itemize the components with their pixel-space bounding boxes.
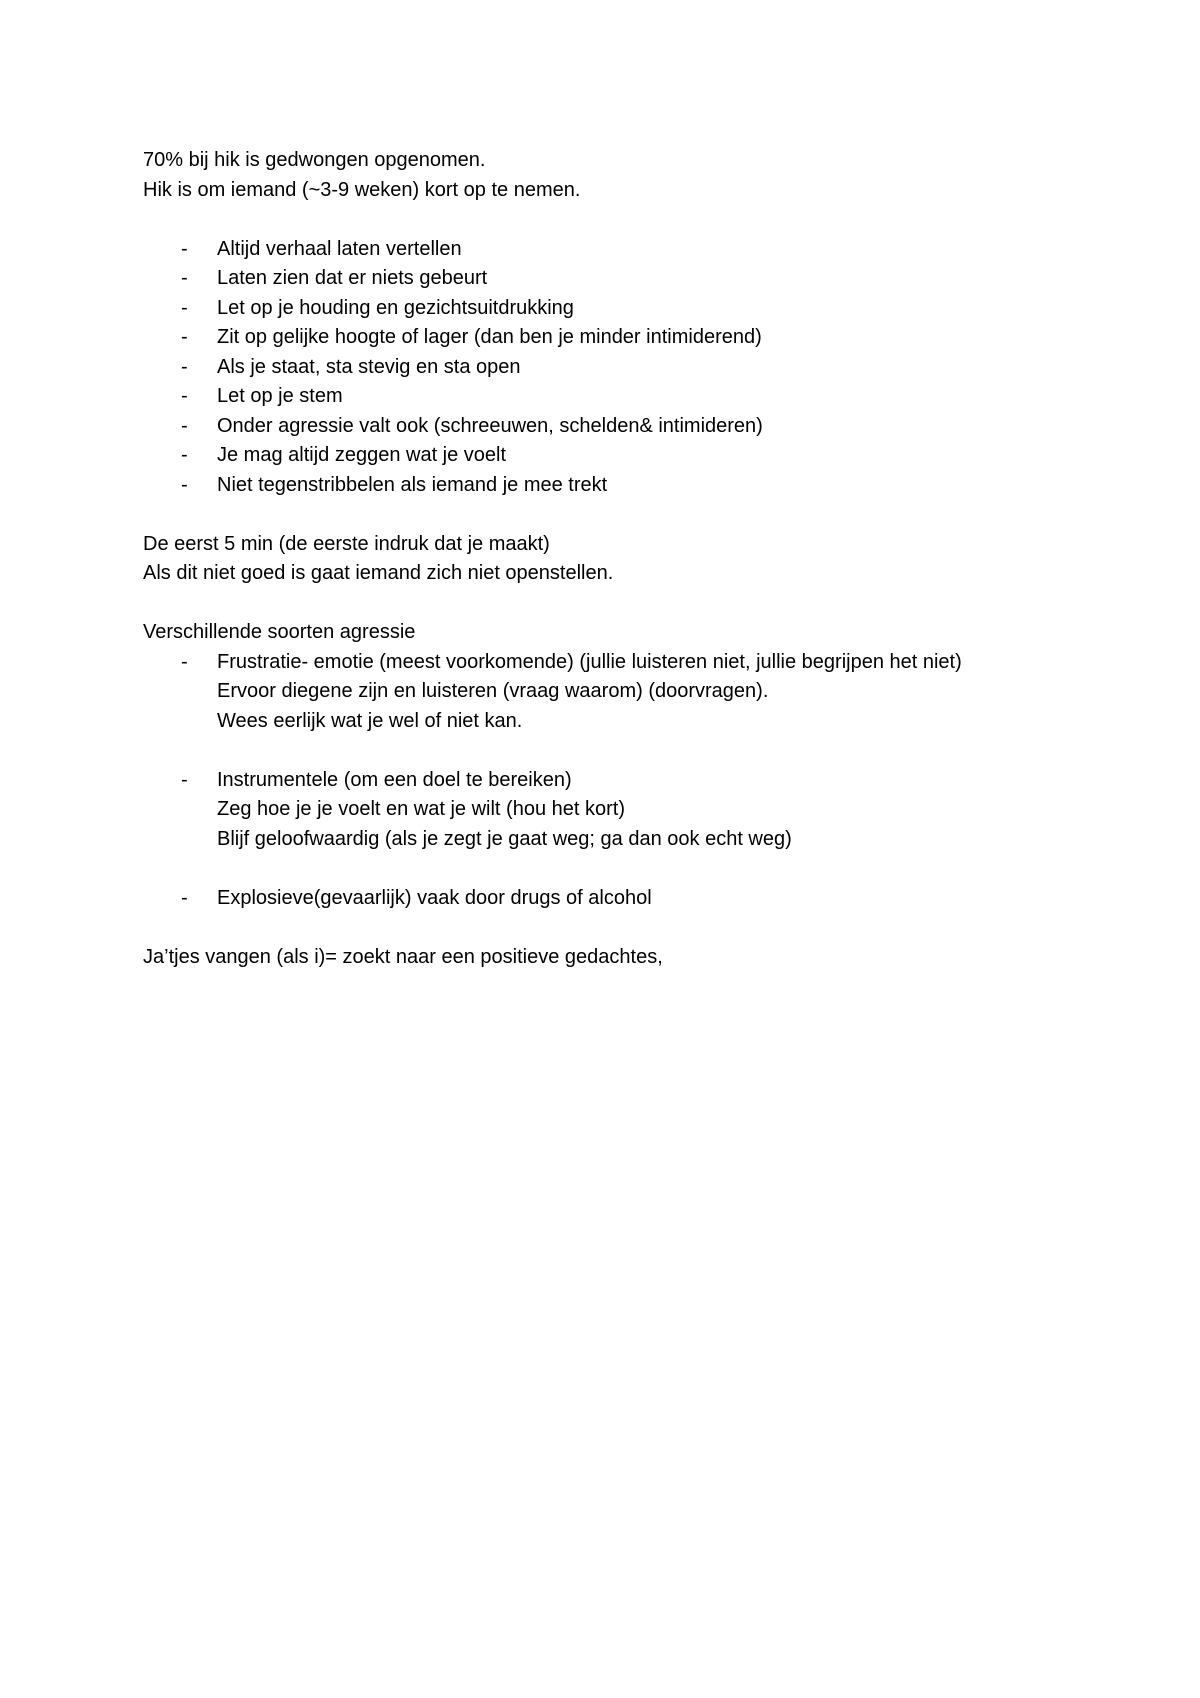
list-item-text: Niet tegenstribbelen als iemand je mee trekt xyxy=(217,473,608,496)
list-item xyxy=(143,471,1043,501)
aggression-types-list xyxy=(143,648,1043,737)
blank-line xyxy=(143,500,1043,530)
list-item-detail: Zeg hoe je je voelt en wat je wilt (hou het kort) xyxy=(217,798,625,820)
paragraph-line: Als dit niet goed is gaat iemand zich niet openstellen. xyxy=(143,562,614,584)
dash-bullet: - xyxy=(181,326,188,348)
aggression-types-list xyxy=(143,766,1043,855)
list-item-text: Zit op gelijke hoogte of lager (dan ben je minder intimiderend) xyxy=(217,326,762,348)
blank-line xyxy=(143,736,1043,766)
list-item-detail: Ervoor diegene zijn en luisteren (vraag waarom) (doorvragen). xyxy=(217,680,769,702)
list-item-detail: Wees eerlijk wat je wel of niet kan. xyxy=(217,709,523,732)
dash-bullet: - xyxy=(181,768,188,791)
list-item xyxy=(143,294,1043,324)
list-item xyxy=(143,323,1043,353)
aggression-types-list xyxy=(143,884,1043,914)
list-item-text: Instrumentele (om een doel te bereiken) xyxy=(217,768,572,791)
dash-bullet: - xyxy=(181,237,188,260)
list-item xyxy=(143,264,1043,294)
blank-line xyxy=(143,854,1043,884)
list-item-text: Je mag altijd zeggen wat je voelt xyxy=(217,444,507,466)
list-item-text: Altijd verhaal laten vertellen xyxy=(217,237,462,260)
list-item xyxy=(143,235,1043,265)
list-item-text: Explosieve(gevaarlijk) vaak door drugs of alcohol xyxy=(217,886,652,909)
section-heading: Verschillende soorten agressie xyxy=(143,621,416,643)
dash-bullet: - xyxy=(181,444,188,466)
dash-bullet: - xyxy=(181,296,188,319)
blank-line xyxy=(143,913,1043,943)
list-item-text: Onder agressie valt ook (schreeuwen, schelden& intimideren) xyxy=(217,414,763,437)
list-item-text: Laten zien dat er niets gebeurt xyxy=(217,267,488,289)
dash-bullet: - xyxy=(181,267,188,289)
intro-line: 70% bij hik is gedwongen opgenomen. xyxy=(143,149,486,171)
list-item xyxy=(143,441,1043,471)
document-body xyxy=(143,146,1043,972)
list-item xyxy=(143,884,1043,914)
list-item-detail: Blijf geloofwaardig (als je zegt je gaat weg; ga dan ook echt weg) xyxy=(217,827,792,850)
list-item xyxy=(143,412,1043,442)
dash-bullet: - xyxy=(181,385,188,407)
list-item xyxy=(143,353,1043,383)
dash-bullet: - xyxy=(181,886,188,909)
paragraph-line: De eerst 5 min (de eerste indruk dat je maakt) xyxy=(143,532,550,555)
dash-bullet: - xyxy=(181,650,188,673)
tips-list xyxy=(143,235,1043,501)
list-item xyxy=(143,382,1043,412)
list-item xyxy=(143,766,1043,855)
intro-line: Hik is om iemand (~3-9 weken) kort op te nemen. xyxy=(143,178,581,201)
dash-bullet: - xyxy=(181,473,188,496)
blank-line xyxy=(143,589,1043,619)
list-item-text: Frustratie- emotie (meest voorkomende) (jullie luisteren niet, jullie begrijpen het niet) xyxy=(217,650,962,673)
dash-bullet: - xyxy=(181,414,188,437)
blank-line xyxy=(143,205,1043,235)
list-item-text: Let op je houding en gezichtsuitdrukking xyxy=(217,296,574,319)
closing-line: Ja’tjes vangen (als i)= zoekt naar een positieve gedachtes, xyxy=(143,945,663,968)
list-item-text: Let op je stem xyxy=(217,385,343,407)
dash-bullet: - xyxy=(181,355,188,378)
list-item-text: Als je staat, sta stevig en sta open xyxy=(217,355,521,378)
list-item xyxy=(143,648,1043,737)
